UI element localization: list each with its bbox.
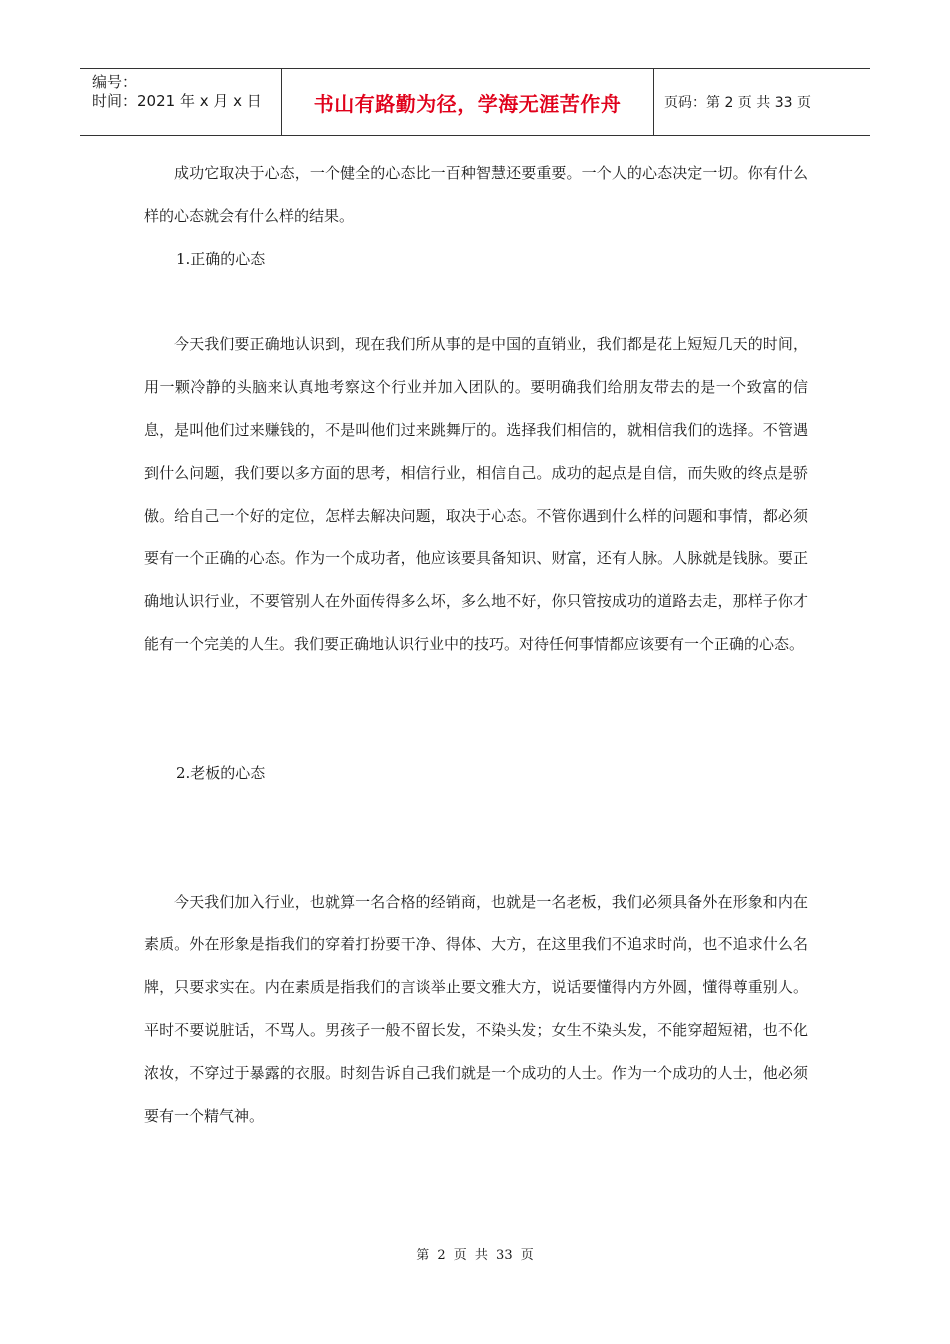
section1-heading: 1.正确的心态 bbox=[176, 249, 266, 268]
document-body bbox=[144, 152, 808, 1137]
document-header bbox=[80, 68, 870, 136]
header-date-label: 时间：2021 年 x 月 x 日 bbox=[92, 92, 262, 110]
section1-paragraph: 今天我们要正确地认识到，现在我们所从事的是中国的直销业，我们都是花上短短几天的时间，用一颗冷静的头脑来认真地考察这个行业并加入团队的。要明确我们给朋友带去的是一个致富的信息，是叫他们过来赚钱的，不是叫他们过来跳舞厅的。选择我们相信的，就相信我们的选择。不管遇到什么问题，我们要以多方面的思考，相信行业，相信自己。成功的起点是自信，而失败的终点是骄傲。给自己一个好的定位，怎样去解决问题，取决于心态。不管你遇到什么样的问题和事情，都必须要有一个正确的心态。作为一个成功者，他应该要具备知识、财富，还有人脉。人脉就是钱脉。要正确地认识行业，不要管别人在外面传得多么坏，多么地不好，你只管按成功的道路去走，那样子你才能有一个完美的人生。我们要正确地认识行业中的技巧。对待任何事情都应该要有一个正确的心态。 bbox=[144, 335, 808, 653]
header-motto: 书山有路勤为径，学海无涯苦作舟 bbox=[282, 69, 654, 135]
header-meta-cell bbox=[80, 69, 282, 135]
header-number-label: 编号： bbox=[92, 73, 138, 91]
page-footer: 第 2 页 共 33 页 bbox=[416, 1248, 534, 1263]
header-page-label: 页码：第 2 页 共 33 页 bbox=[664, 95, 811, 111]
section2-paragraph: 今天我们加入行业，也就算一名合格的经销商，也就是一名老板，我们必须具备外在形象和内在素质。外在形象是指我们的穿着打扮要干净、得体、大方，在这里我们不追求时尚，也不追求什么名牌，只要求实在。内在素质是指我们的言谈举止要文雅大方，说话要懂得内方外圆，懂得尊重别人。平时不要说脏话，不骂人。男孩子一般不留长发，不染头发；女生不染头发，不能穿超短裙，也不化浓妆，不穿过于暴露的衣服。时刻告诉自己我们就是一个成功的人士。作为一个成功的人士，他必须要有一个精气神。 bbox=[144, 892, 808, 1125]
intro-paragraph: 成功它取决于心态，一个健全的心态比一百种智慧还要重要。一个人的心态决定一切。你有什么样的心态就会有什么样的结果。 bbox=[144, 164, 808, 225]
section2-heading: 2.老板的心态 bbox=[176, 763, 266, 782]
